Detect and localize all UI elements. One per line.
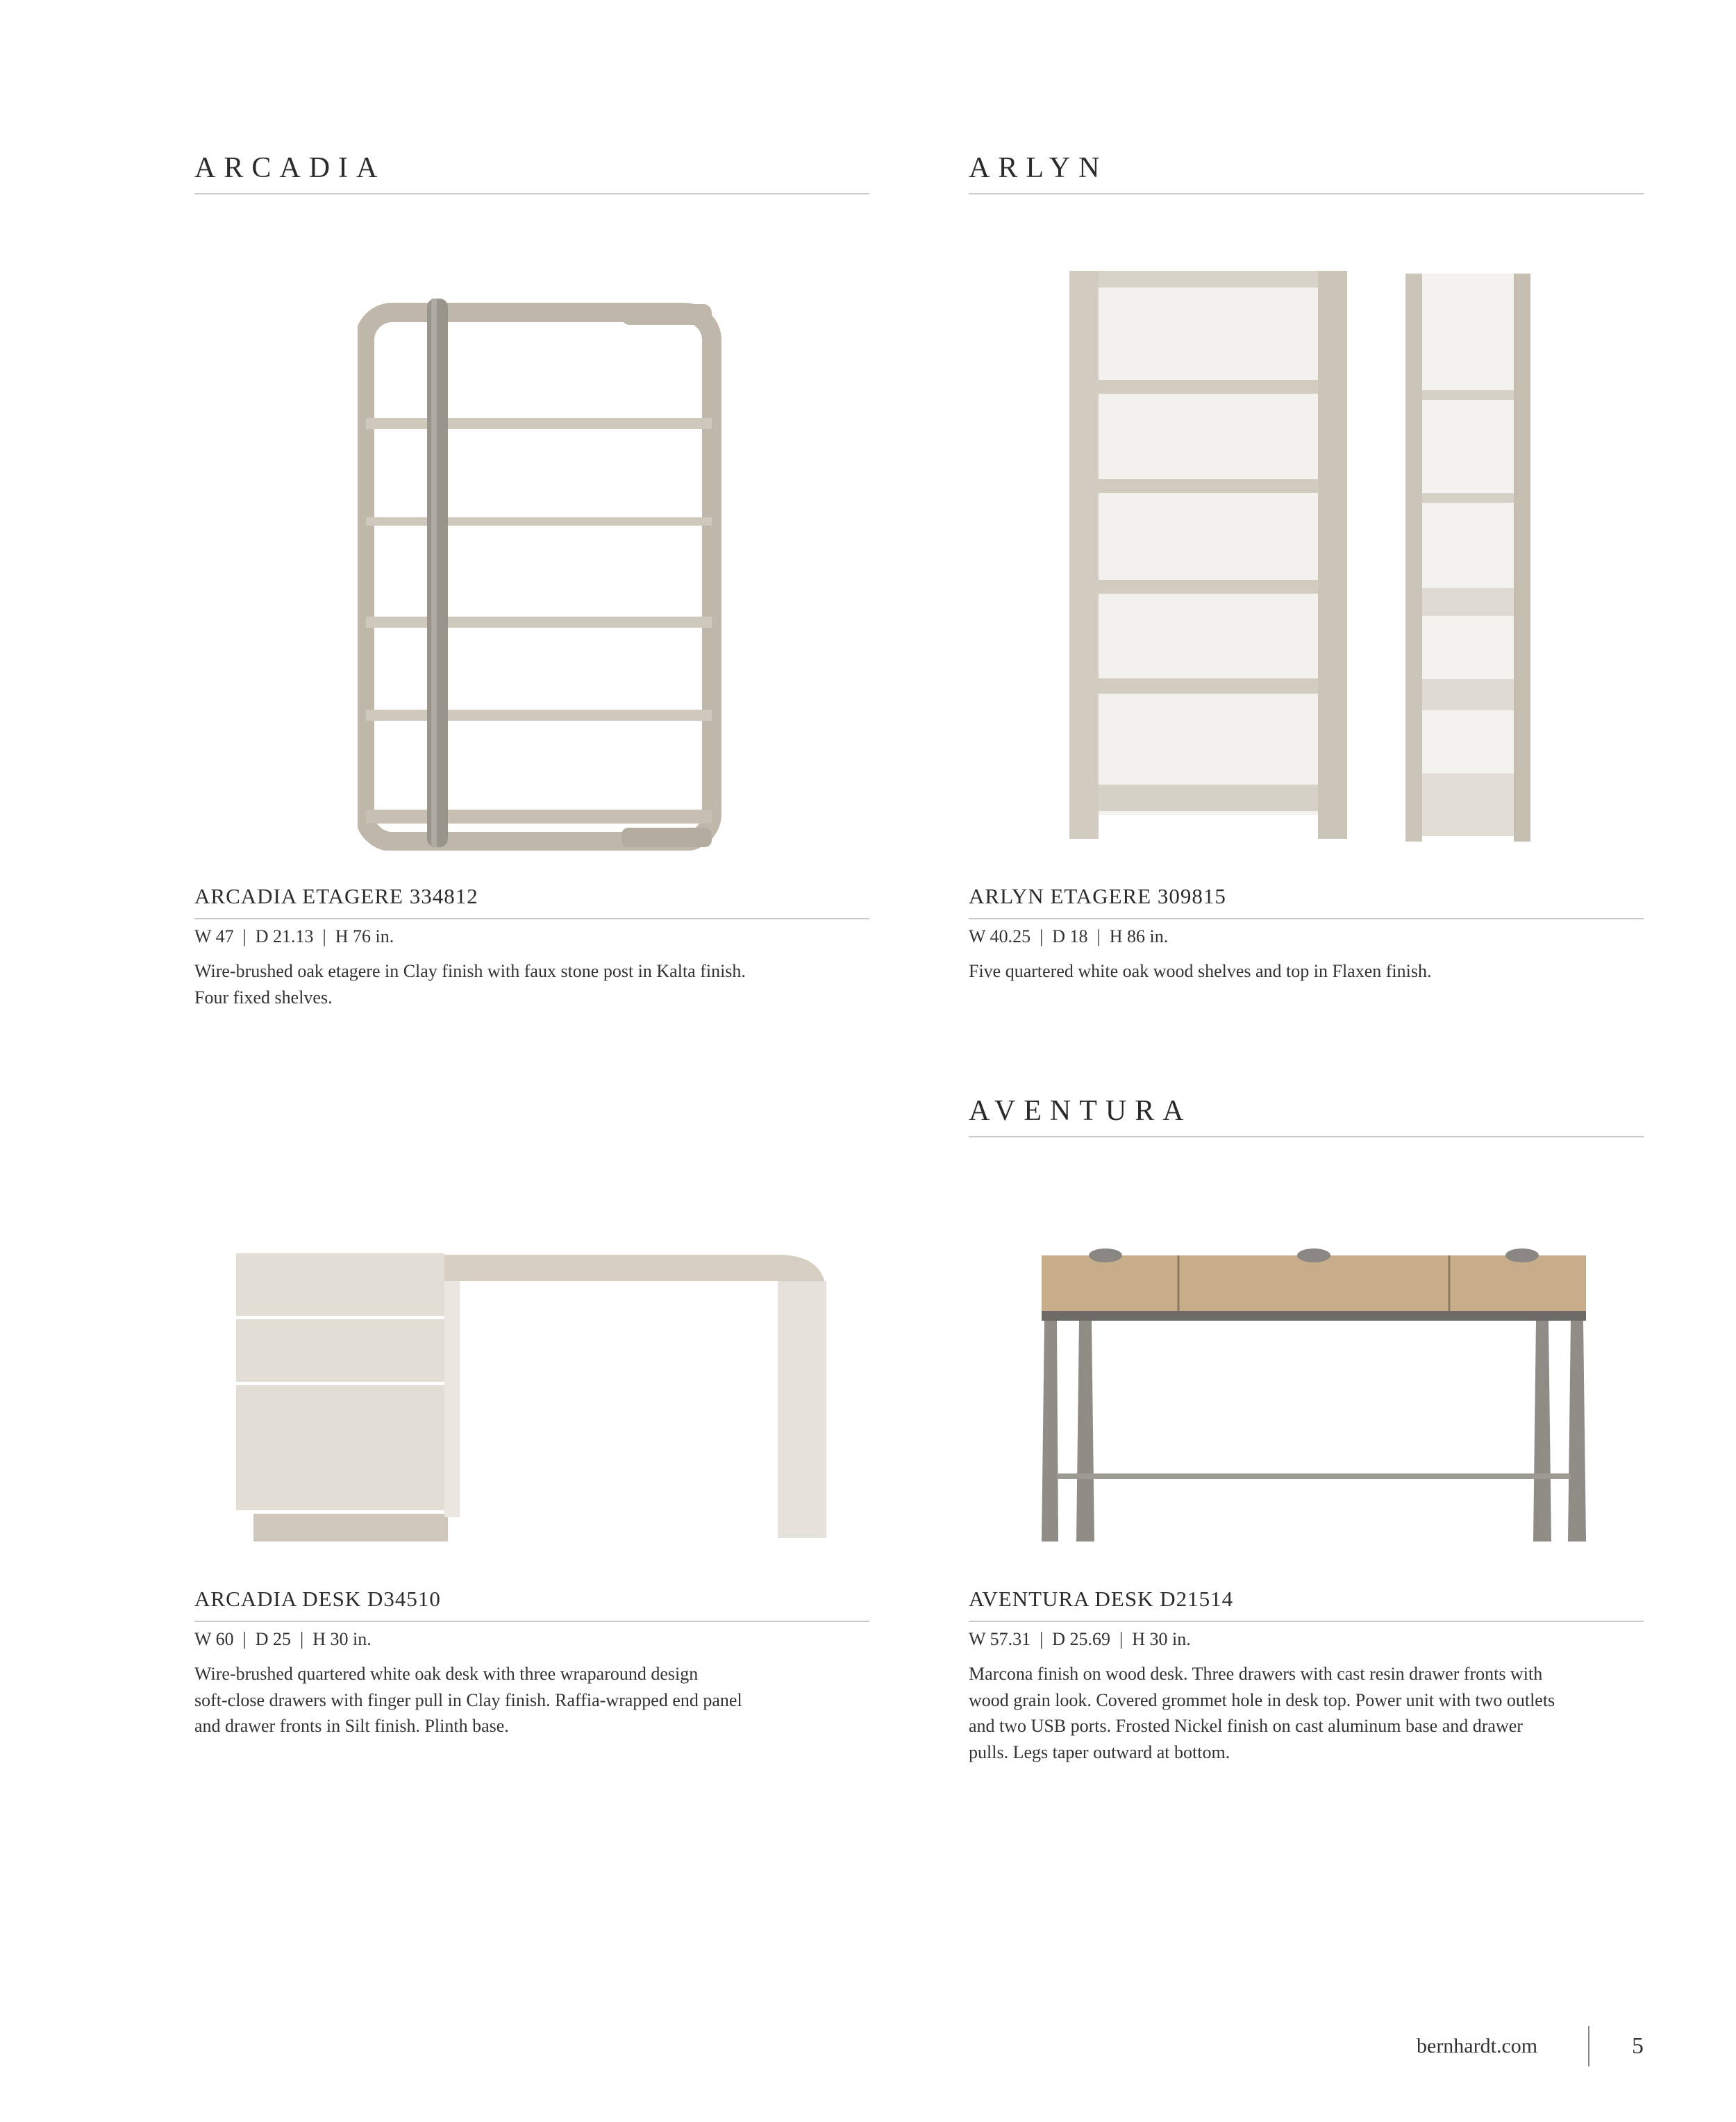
description-line: pulls. Legs taper outward at bottom. [969, 1741, 1230, 1762]
section-title-aventura: AVENTURA [969, 1095, 1192, 1127]
aventura-desk-image [1036, 1243, 1592, 1548]
description-line: Marcona finish on wood desk. Three drawers with cast resin drawer fronts with [969, 1664, 1543, 1684]
arlyn-etagere-side-image [1404, 272, 1533, 843]
product-dimensions: W 60 | D 25 | H 30 in. [194, 1629, 372, 1649]
description-line: Wire-brushed oak etagere in Clay finish with faux stone post in Kalta finish. [194, 961, 746, 981]
product-description [969, 1661, 1663, 1765]
section-divider [969, 1136, 1644, 1137]
arcadia-etagere-image [358, 299, 722, 851]
section-divider [969, 193, 1644, 194]
product-divider [969, 1621, 1644, 1622]
footer-site-link[interactable]: bernhardt.com [1417, 2035, 1538, 2057]
arlyn-etagere-front-image [1066, 267, 1351, 844]
product-divider [194, 1621, 869, 1622]
description-line: Five quartered white oak wood shelves and top in Flaxen finish. [969, 961, 1432, 981]
description-line: Wire-brushed quartered white oak desk with three wraparound design [194, 1664, 699, 1684]
product-description [194, 958, 875, 1010]
product-name-arcadia-desk: ARCADIA DESK D34510 [194, 1587, 441, 1611]
description-line: wood grain look. Covered grommet hole in desk top. Power unit with two outlets [969, 1689, 1555, 1710]
product-description [969, 958, 1649, 985]
product-name-aventura-desk: AVENTURA DESK D21514 [969, 1587, 1234, 1611]
footer-separator [1588, 2026, 1589, 2066]
arcadia-desk-image [236, 1253, 826, 1545]
page-number: 5 [1632, 2033, 1644, 2059]
description-line: soft-close drawers with finger pull in Clay finish. Raffia-wrapped end panel [194, 1689, 742, 1710]
product-name-arlyn-etagere: ARLYN ETAGERE 309815 [969, 884, 1226, 908]
product-dimensions: W 47 | D 21.13 | H 76 in. [194, 926, 394, 946]
section-divider [194, 193, 869, 194]
section-title-arcadia: ARCADIA [194, 152, 386, 184]
section-title-arlyn: ARLYN [969, 152, 1108, 184]
description-line: and two USB ports. Frosted Nickel finish on cast aluminum base and drawer [969, 1716, 1523, 1736]
product-name-arcadia-etagere: ARCADIA ETAGERE 334812 [194, 884, 478, 908]
product-dimensions: W 57.31 | D 25.69 | H 30 in. [969, 1629, 1191, 1649]
product-divider [969, 918, 1644, 919]
description-line: Four fixed shelves. [194, 987, 333, 1008]
product-dimensions: W 40.25 | D 18 | H 86 in. [969, 926, 1169, 946]
product-divider [194, 918, 869, 919]
description-line: and drawer fronts in Silt finish. Plinth base. [194, 1716, 509, 1736]
product-description [194, 1661, 875, 1739]
